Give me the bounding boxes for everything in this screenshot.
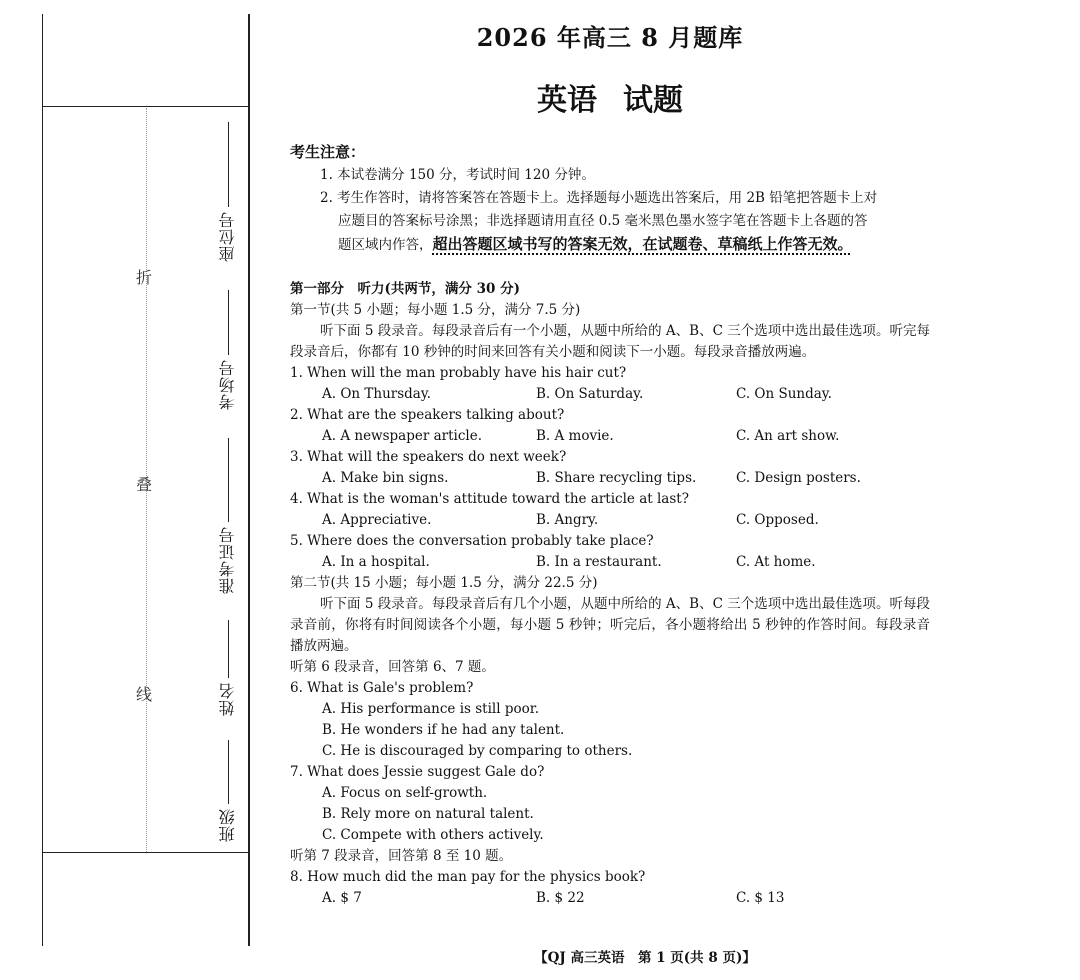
option-c[interactable]: C. Design posters. bbox=[736, 470, 861, 486]
option-b[interactable]: B. On Saturday. bbox=[536, 386, 644, 402]
fold-char: 折 bbox=[136, 268, 153, 287]
option-a[interactable]: A. On Thursday. bbox=[322, 386, 431, 402]
footer-text: 【QJ 高三英语 第 1 页(共 8 页)】 bbox=[534, 950, 756, 966]
option-c[interactable]: C. $ 13 bbox=[736, 890, 785, 906]
paper-subtitle bbox=[290, 75, 930, 119]
notice-emphasis: 超出答题区域书写的答案无效，在试题卷、草稿纸上作答无效。 bbox=[432, 235, 853, 253]
option-b[interactable]: B. In a restaurant. bbox=[536, 554, 662, 570]
exam-paper bbox=[290, 14, 930, 909]
option-a[interactable]: A. Appreciative. bbox=[322, 512, 432, 528]
field-label: 考场号 bbox=[216, 355, 239, 414]
option-c[interactable]: C. An art show. bbox=[736, 428, 840, 444]
section-heading: 第一节(共 5 小题；每小题 1.5 分，满分 7.5 分) bbox=[290, 302, 581, 318]
notice-heading: 考生注意： bbox=[290, 143, 366, 161]
section-instructions: 听下面 5 段录音。每段录音后有一个小题，从题中所给的 A、B、C 三个选项中选出最佳选项。听完每段录音后，你都有 10 秒钟的时间来回答有关小题和阅读下一小题。每段录音播放两遍。 bbox=[290, 323, 930, 360]
question-text: 2. What are the speakers talking about? bbox=[290, 407, 565, 423]
option-c[interactable]: C. Opposed. bbox=[736, 512, 819, 528]
binding-margin bbox=[0, 0, 260, 980]
option-a[interactable]: A. Focus on self-growth. bbox=[322, 785, 488, 801]
section-heading: 第二节(共 15 小题；每小题 1.5 分，满分 22.5 分) bbox=[290, 575, 598, 591]
name-field[interactable] bbox=[206, 620, 246, 720]
question-8 bbox=[290, 867, 930, 909]
seat-number-field[interactable] bbox=[206, 122, 246, 266]
listening-part bbox=[290, 279, 930, 909]
field-label: 班级 bbox=[216, 804, 239, 846]
question-text: 5. Where does the conversation probably take place? bbox=[290, 533, 654, 549]
exam-room-field[interactable] bbox=[206, 290, 246, 414]
option-b[interactable]: B. A movie. bbox=[536, 428, 614, 444]
option-b[interactable]: B. $ 22 bbox=[536, 890, 585, 906]
option-a[interactable]: A. A newspaper article. bbox=[322, 428, 483, 444]
question-text: 8. How much did the man pay for the physics book? bbox=[290, 869, 646, 885]
option-b[interactable]: B. Rely more on natural talent. bbox=[322, 806, 534, 822]
fold-char: 线 bbox=[136, 685, 153, 704]
section-instructions: 听下面 5 段录音。每段录音后有几个小题，从题中所给的 A、B、C 三个选项中选出最佳选项。听每段录音前，你将有时间阅读各个小题，每小题 5 秒钟；听完后，各小题将给出 5 秒钟的作答时间。每段录音播放两遍。 bbox=[290, 596, 930, 654]
class-field[interactable] bbox=[206, 740, 246, 846]
question-3 bbox=[290, 447, 930, 489]
field-label: 准考证号 bbox=[216, 522, 239, 598]
notice-text: 题区域内作答， bbox=[338, 237, 433, 253]
question-5 bbox=[290, 531, 930, 573]
option-a[interactable]: A. In a hospital. bbox=[322, 554, 430, 570]
option-c[interactable]: C. He is discouraged by comparing to others. bbox=[322, 743, 633, 759]
question-text: 6. What is Gale's problem? bbox=[290, 680, 474, 696]
margin-divider-top bbox=[42, 106, 248, 107]
option-a[interactable]: A. Make bin signs. bbox=[322, 470, 449, 486]
question-text: 7. What does Jessie suggest Gale do? bbox=[290, 764, 545, 780]
question-text: 4. What is the woman's attitude toward the article at last? bbox=[290, 491, 689, 507]
fold-char: 叠 bbox=[136, 475, 153, 494]
admission-ticket-field[interactable] bbox=[206, 438, 246, 598]
option-b[interactable]: B. Angry. bbox=[536, 512, 599, 528]
option-c[interactable]: C. On Sunday. bbox=[736, 386, 832, 402]
audio-instruction: 听第 6 段录音，回答第 6、7 题。 bbox=[290, 659, 495, 675]
part-heading: 第一部分 听力(共两节，满分 30 分) bbox=[290, 281, 520, 297]
subject: 英语 bbox=[537, 83, 597, 118]
margin-border-right bbox=[248, 14, 250, 946]
paper-title: 2026 年高三 8 月题库 bbox=[476, 23, 744, 52]
question-6 bbox=[290, 678, 930, 762]
question-text: 3. What will the speakers do next week? bbox=[290, 449, 567, 465]
page-footer bbox=[0, 946, 1080, 966]
notice-item: 1. 本试卷满分 150 分，考试时间 120 分钟。 bbox=[320, 167, 595, 183]
question-1 bbox=[290, 363, 930, 405]
option-a[interactable]: A. $ 7 bbox=[322, 890, 362, 906]
option-c[interactable]: C. At home. bbox=[736, 554, 816, 570]
margin-border-left bbox=[42, 14, 43, 946]
field-label: 姓名 bbox=[216, 678, 239, 720]
question-text: 1. When will the man probably have his hair cut? bbox=[290, 365, 627, 381]
audio-instruction: 听第 7 段录音，回答第 8 至 10 题。 bbox=[290, 848, 513, 864]
question-7 bbox=[290, 762, 930, 846]
field-label: 座位号 bbox=[216, 207, 239, 266]
candidate-notice bbox=[290, 141, 930, 257]
option-a[interactable]: A. His performance is still poor. bbox=[322, 701, 539, 717]
question-4 bbox=[290, 489, 930, 531]
paper-type: 试题 bbox=[623, 83, 683, 118]
margin-divider-bottom bbox=[42, 852, 248, 853]
option-c[interactable]: C. Compete with others actively. bbox=[322, 827, 544, 843]
option-b[interactable]: B. He wonders if he had any talent. bbox=[322, 722, 565, 738]
option-b[interactable]: B. Share recycling tips. bbox=[536, 470, 697, 486]
question-2 bbox=[290, 405, 930, 447]
notice-item: 2. 考生作答时，请将答案答在答题卡上。选择题每小题选出答案后，用 2B 铅笔把答题卡上对 bbox=[320, 190, 878, 206]
notice-item bbox=[290, 233, 930, 257]
notice-item: 应题目的答案标号涂黑；非选择题请用直径 0.5 毫米黑色墨水签字笔在答题卡上各题的答 bbox=[338, 213, 868, 229]
